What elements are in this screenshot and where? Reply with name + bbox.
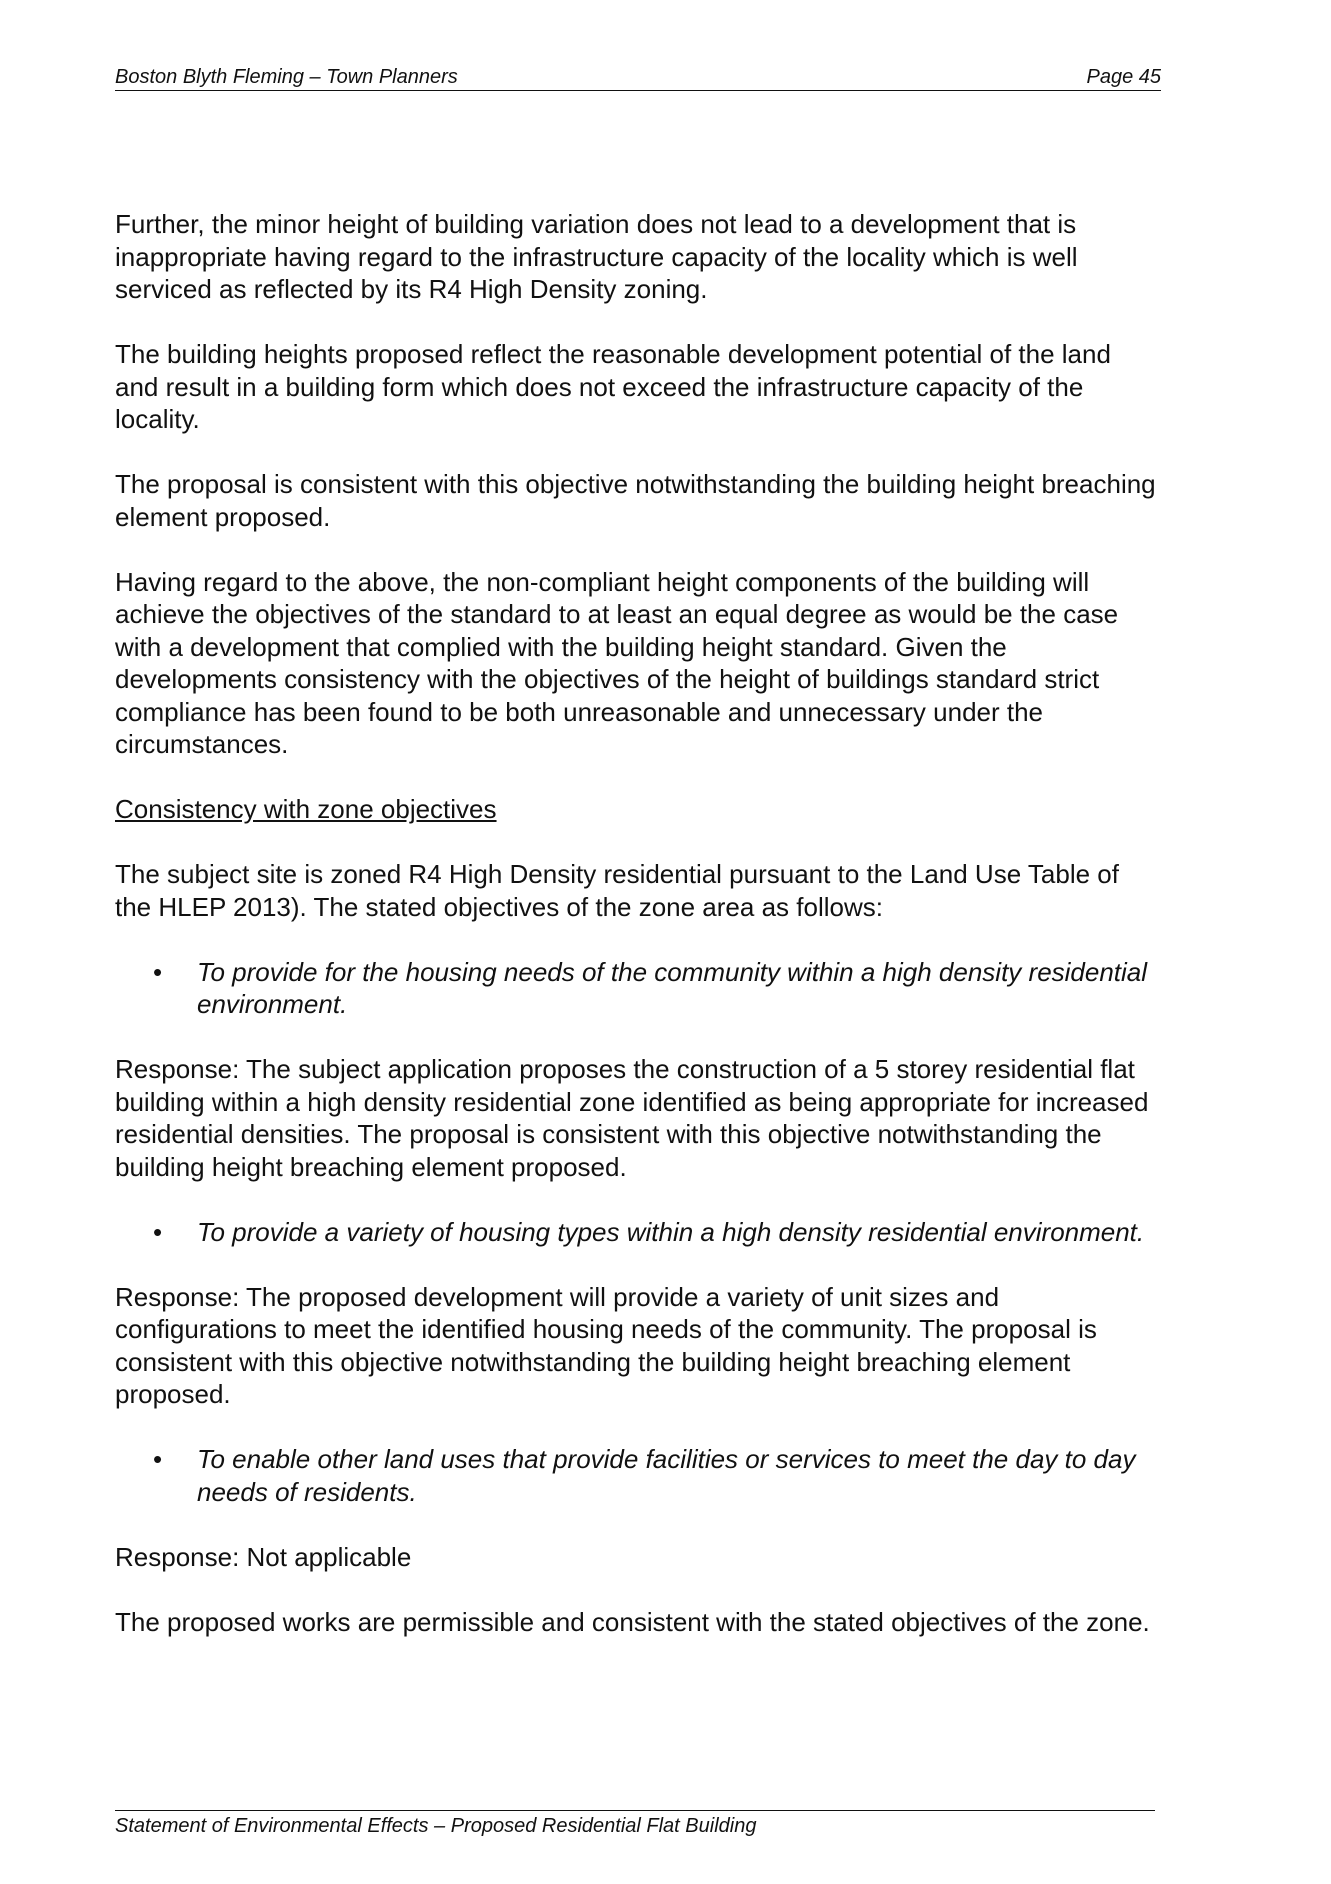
bullet-marker: • <box>153 956 163 987</box>
response-3: Response: Not applicable <box>115 1541 412 1572</box>
page-footer: Statement of Environmental Effects – Proposed Residential Flat Building <box>115 1815 757 1837</box>
paragraph-zoning: The subject site is zoned R4 High Density residential pursuant to the Land Use Table of the HLEP 2013). The stated objectives of the zone area as follows: <box>115 859 1119 922</box>
footer-divider <box>115 1810 1155 1811</box>
paragraph-final: The proposed works are permissible and consistent with the stated objectives of the zone. <box>115 1606 1150 1637</box>
objective-bullet-2 <box>115 1216 1161 1249</box>
objective-text: To provide a variety of housing types within a high density residential environment. <box>197 1216 1145 1247</box>
document-page <box>115 0 1161 1884</box>
paragraph-conclusion: Having regard to the above, the non-compliant height components of the building will achieve the objectives of the standard to at least an equal degree as would be the case with a development that complied with the building height standard. Given the developments consistency with the objectives of the height of buildings standard strict compliance has been found to be both unreasonable and unnecessary under the circumstances. <box>115 566 1119 759</box>
objective-bullet-1 <box>115 956 1161 1021</box>
response-1: Response: The subject application proposes the construction of a 5 storey residential flat building within a high density residential zone identified as being appropriate for increased residential densities. The proposal is consistent with this objective notwithstanding the building height breaching element proposed. <box>115 1054 1149 1182</box>
section-heading: Consistency with zone objectives <box>115 794 497 824</box>
paragraph-consistency: The proposal is consistent with this objective notwithstanding the building height breaching element proposed. <box>115 469 1156 532</box>
objective-text: To enable other land uses that provide facilities or services to meet the day to day needs of residents. <box>197 1444 1136 1507</box>
bullet-marker: • <box>153 1444 163 1474</box>
objective-text: To provide for the housing needs of the community within a high density residential environment. <box>197 956 1148 1019</box>
header-firm-name: Boston Blyth Fleming – Town Planners <box>115 66 458 88</box>
paragraph-building-heights: The building heights proposed reflect the reasonable development potential of the land and result in a building form which does not exceed the infrastructure capacity of the locality. <box>115 339 1111 434</box>
paragraph-infrastructure: Further, the minor height of building variation does not lead to a development that is inappropriate having regard to the infrastructure capacity of the locality which is well serviced as reflected by its R4 High Density zoning. <box>115 209 1078 304</box>
bullet-marker: • <box>153 1216 163 1247</box>
document-body <box>115 208 1161 1671</box>
response-2: Response: The proposed development will provide a variety of unit sizes and configurations to meet the identified housing needs of the community. The proposal is consistent with this objective notwithstanding the building height breaching element proposed. <box>115 1281 1097 1409</box>
page-header <box>115 64 1161 91</box>
header-page-number: Page 45 <box>1086 66 1161 88</box>
objective-bullet-3 <box>115 1443 1161 1508</box>
